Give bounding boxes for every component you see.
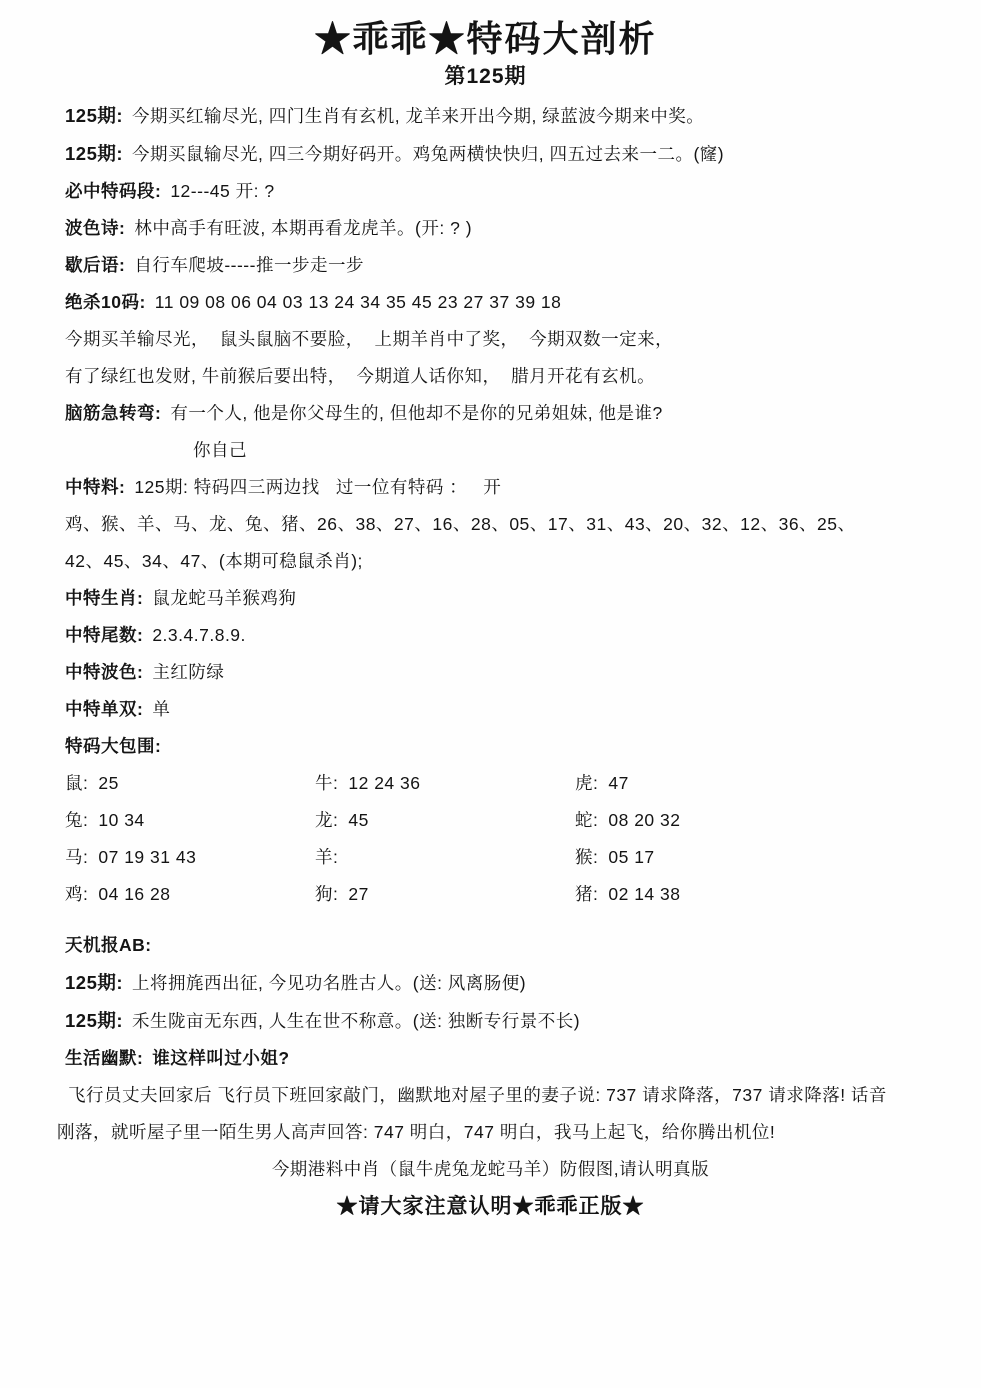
prediction-text: 今期买红输尽光, 四门生肖有玄机, 龙羊来开出今期, 绿蓝波今期来中奖。 bbox=[132, 106, 705, 126]
riddle-question: 有一个人, 他是你父母生的, 但他却不是你的兄弟姐妹, 他是谁? bbox=[170, 403, 663, 423]
xiehouyu-line bbox=[65, 254, 961, 277]
baowei-cell-rooster bbox=[65, 883, 315, 906]
zodiac-numbers: 07 19 31 43 bbox=[98, 847, 197, 867]
baowei-cell-tiger bbox=[575, 772, 961, 795]
baowei-cell-rat bbox=[65, 772, 315, 795]
zodiac-label: 牛: bbox=[315, 773, 339, 793]
verse-line-1: 今期买羊输尽光， 鼠头鼠脑不要脸， 上期羊肖中了奖， 今期双数一定来， bbox=[65, 329, 674, 349]
prediction-text: 今期买鼠输尽光, 四三今期好码开。鸡兔两横快快归, 四五过去来一二。(窿) bbox=[132, 144, 725, 164]
attr-tail-label: 中特尾数: bbox=[65, 625, 144, 645]
humor-headline-text: 谁这样叫过小姐? bbox=[152, 1048, 290, 1068]
special-material-value: 125期: 特码四三两边找 过一位有特码 ： 开 bbox=[134, 477, 502, 497]
attr-wave-value: 主红防绿 bbox=[152, 662, 225, 682]
tianji-title bbox=[65, 934, 961, 957]
baowei-cell-snake bbox=[575, 809, 961, 832]
zodiac-label: 鼠: bbox=[65, 773, 89, 793]
special-material-label: 中特料: bbox=[65, 477, 126, 497]
riddle-label: 脑筋急转弯: bbox=[65, 403, 162, 423]
zodiac-numbers: 05 17 bbox=[608, 847, 655, 867]
attr-zodiac-line bbox=[65, 587, 961, 610]
humor-headline bbox=[65, 1047, 961, 1070]
footer-brand: ★请大家注意认明★乖乖正版★ bbox=[336, 1195, 645, 1218]
baowei-cell-dragon bbox=[315, 809, 575, 832]
special-material-line bbox=[65, 476, 961, 499]
prediction-line-1 bbox=[65, 104, 961, 128]
zodiac-numbers: 04 16 28 bbox=[98, 884, 171, 904]
zodiac-numbers: 25 bbox=[98, 773, 119, 793]
issue-label: 125期: bbox=[65, 105, 124, 126]
issue-label: 125期: bbox=[65, 1010, 124, 1031]
footer-note: 今期港料中肖（鼠牛虎兔龙蛇马羊）防假图,请认明真版 bbox=[271, 1159, 710, 1179]
tianji-title-label: 天机报AB: bbox=[65, 935, 152, 955]
tianji-text: 禾生陇亩无东西, 人生在世不称意。(送: 独断专行景不长) bbox=[132, 1011, 581, 1031]
joke-line-2: 刚落，就听屋子里一陌生男人高声回答: 747 明白，747 明白，我马上起飞，给你腾出机位! bbox=[57, 1122, 776, 1142]
baowei-cell-goat bbox=[315, 846, 575, 869]
baowei-cell-ox bbox=[315, 772, 575, 795]
zodiac-label: 猪: bbox=[575, 884, 599, 904]
joke-line-1: 飞行员丈夫回家后 飞行员下班回家敲门，幽默地对屋子里的妻子说: 737 请求降落，737 请求降落! 话音 bbox=[68, 1085, 887, 1105]
zodiac-label: 马: bbox=[65, 847, 89, 867]
riddle-line bbox=[65, 402, 961, 425]
wave-color-poem-line bbox=[65, 217, 961, 240]
baowei-table bbox=[65, 772, 961, 920]
kill-10-codes-value: 11 09 08 06 04 03 13 24 34 35 45 23 27 37 39 18 bbox=[154, 292, 562, 312]
zodiac-numbers: 47 bbox=[608, 773, 629, 793]
tianji-line-1 bbox=[65, 971, 961, 995]
attr-wave-label: 中特波色: bbox=[65, 662, 144, 682]
riddle-answer: 你自己 bbox=[193, 440, 247, 460]
baowei-title bbox=[65, 735, 961, 758]
zodiac-numbers: 45 bbox=[348, 810, 369, 830]
prediction-line-2 bbox=[65, 142, 961, 166]
baowei-title-label: 特码大包围: bbox=[65, 736, 162, 756]
zodiac-numbers: 10 34 bbox=[98, 810, 145, 830]
humor-label: 生活幽默: bbox=[65, 1048, 144, 1068]
wave-color-poem-value: 林中高手有旺波, 本期再看龙虎羊。(开: ? ) bbox=[134, 218, 473, 238]
baowei-cell-rabbit bbox=[65, 809, 315, 832]
xiehouyu-value: 自行车爬坡-----推一步走一步 bbox=[134, 255, 364, 275]
attr-zodiac-value: 鼠龙蛇马羊猴鸡狗 bbox=[152, 588, 297, 608]
zodiac-label: 兔: bbox=[65, 810, 89, 830]
zodiac-numbers: 02 14 38 bbox=[608, 884, 681, 904]
attr-oddeven-label: 中特单双: bbox=[65, 699, 144, 719]
issue-label: 125期: bbox=[65, 143, 124, 164]
issue-label: 125期: bbox=[65, 972, 124, 993]
baowei-cell-monkey bbox=[575, 846, 961, 869]
must-hit-range-label: 必中特码段: bbox=[65, 181, 162, 201]
baowei-cell-pig bbox=[575, 883, 961, 906]
issue-number: 第125期 bbox=[444, 65, 527, 88]
zodiac-label: 蛇: bbox=[575, 810, 599, 830]
attr-oddeven-line bbox=[65, 698, 961, 721]
zodiac-label: 猴: bbox=[575, 847, 599, 867]
kill-10-codes-label: 绝杀10码: bbox=[65, 292, 146, 312]
tianji-line-2 bbox=[65, 1009, 961, 1033]
zodiac-label: 狗: bbox=[315, 884, 339, 904]
numbers-line-1: 鸡、猴、羊、马、龙、兔、猪、26、38、27、16、28、05、17、31、43、20、32、12、36、25、 bbox=[65, 514, 856, 534]
zodiac-numbers: 12 24 36 bbox=[348, 773, 421, 793]
zodiac-numbers: 08 20 32 bbox=[608, 810, 681, 830]
kill-10-codes-line bbox=[65, 291, 961, 314]
zodiac-numbers: 27 bbox=[348, 884, 369, 904]
must-hit-range-value: 12---45 开: ? bbox=[170, 181, 275, 201]
attr-zodiac-label: 中特生肖: bbox=[65, 588, 144, 608]
page-title: ★乖乖★特码大剖析 bbox=[314, 18, 657, 59]
zodiac-label: 鸡: bbox=[65, 884, 89, 904]
zodiac-label: 虎: bbox=[575, 773, 599, 793]
baowei-cell-horse bbox=[65, 846, 315, 869]
baowei-cell-dog bbox=[315, 883, 575, 906]
xiehouyu-label: 歇后语: bbox=[65, 255, 126, 275]
wave-color-poem-label: 波色诗: bbox=[65, 218, 126, 238]
zodiac-label: 羊: bbox=[315, 847, 339, 867]
numbers-line-2: 42、45、34、47、(本期可稳鼠杀肖); bbox=[65, 551, 363, 571]
must-hit-range-line bbox=[65, 180, 961, 203]
attr-tail-line bbox=[65, 624, 961, 647]
attr-oddeven-value: 单 bbox=[152, 699, 171, 719]
zodiac-label: 龙: bbox=[315, 810, 339, 830]
verse-line-2: 有了绿红也发财, 牛前猴后要出特， 今期道人话你知， 腊月开花有玄机。 bbox=[65, 366, 656, 386]
tianji-text: 上将拥旄西出征, 今见功名胜古人。(送: 风离肠便) bbox=[132, 973, 527, 993]
attr-tail-value: 2.3.4.7.8.9. bbox=[152, 625, 246, 645]
attr-wave-line bbox=[65, 661, 961, 684]
